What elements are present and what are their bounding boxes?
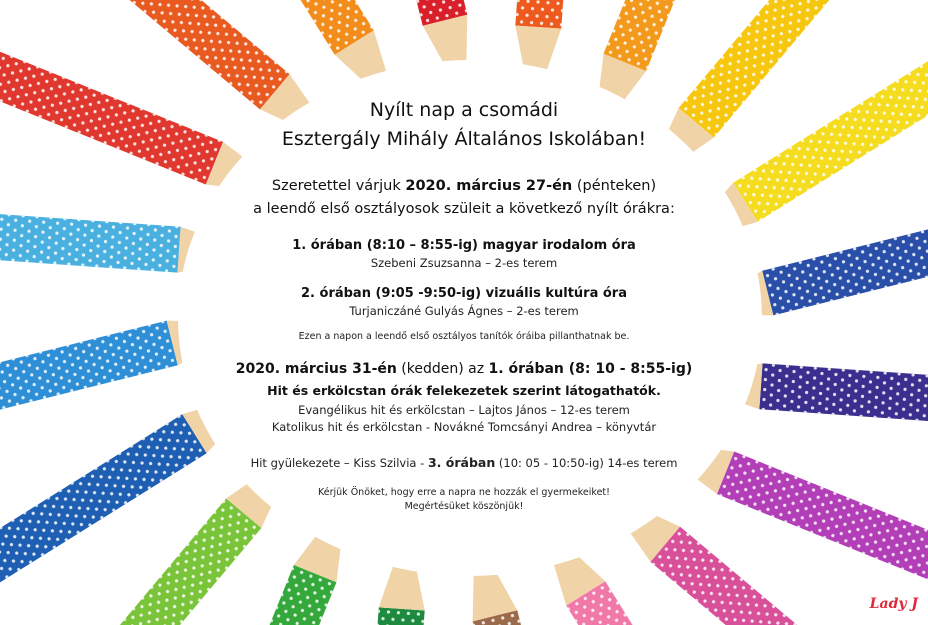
lesson-2-heading: 2. órában (9:05 -9:50-ig) vizuális kultúra óra xyxy=(301,286,627,301)
day-2-date: 2020. március 31-én xyxy=(235,361,397,377)
observation-note: Ezen a napon a leendő első osztályos tanítók óráiba pillanthatnak be. xyxy=(298,331,630,342)
day-2-time: 1. órában (8: 10 - 8:55-ig) xyxy=(488,361,693,377)
lesson-1-heading: 1. órában (8:10 – 8:55-ig) magyar irodalom óra xyxy=(292,238,636,253)
day-2-line xyxy=(0,361,928,377)
hit-post: (10: 05 - 10:50-ig) 14-es terem xyxy=(495,456,678,470)
day-2-item-1: Evangélikus hit és erkölcstan – Lajtos János – 12-es terem xyxy=(298,403,630,417)
intro-line-2: a leendő első osztályosok szüleit a következő nyílt órákra: xyxy=(253,201,675,217)
day-2-mid: (kedden) az xyxy=(396,361,489,377)
closing-line-2: Megértésüket köszönjük! xyxy=(404,501,524,512)
lesson-2-teacher: Turjaniczáné Gulyás Ágnes – 2-es terem xyxy=(349,304,579,318)
day-2-item-2: Katolikus hit és erkölcstan - Novákné Tomcsányi Andrea – könyvtár xyxy=(271,420,657,434)
closing-line-1: Kérjük Önöket, hogy erre a napra ne hozzák el gyermekeiket! xyxy=(318,487,610,498)
hit-pre: Hit gyülekezete – Kiss Szilvia - xyxy=(250,456,428,470)
lesson-1-teacher: Szebeni Zsuzsanna – 2-es terem xyxy=(370,256,558,270)
day-2-heading: Hit és erkölcstan órák felekezetek szerint látogathatók. xyxy=(267,383,661,398)
hit-time: 3. órában xyxy=(427,455,496,470)
intro-post: (pénteken) xyxy=(572,178,657,194)
title-line-1: Nyílt nap a csomádi xyxy=(369,99,559,121)
intro-date: 2020. március 27-én xyxy=(405,178,573,194)
intro-pre: Szeretettel várjuk xyxy=(271,178,406,194)
title-line-2: Esztergály Mihály Általános Iskolában! xyxy=(281,128,647,150)
intro-line-1 xyxy=(0,178,928,194)
signature: Lady J xyxy=(869,596,918,612)
day-2-hit-line xyxy=(0,455,928,470)
